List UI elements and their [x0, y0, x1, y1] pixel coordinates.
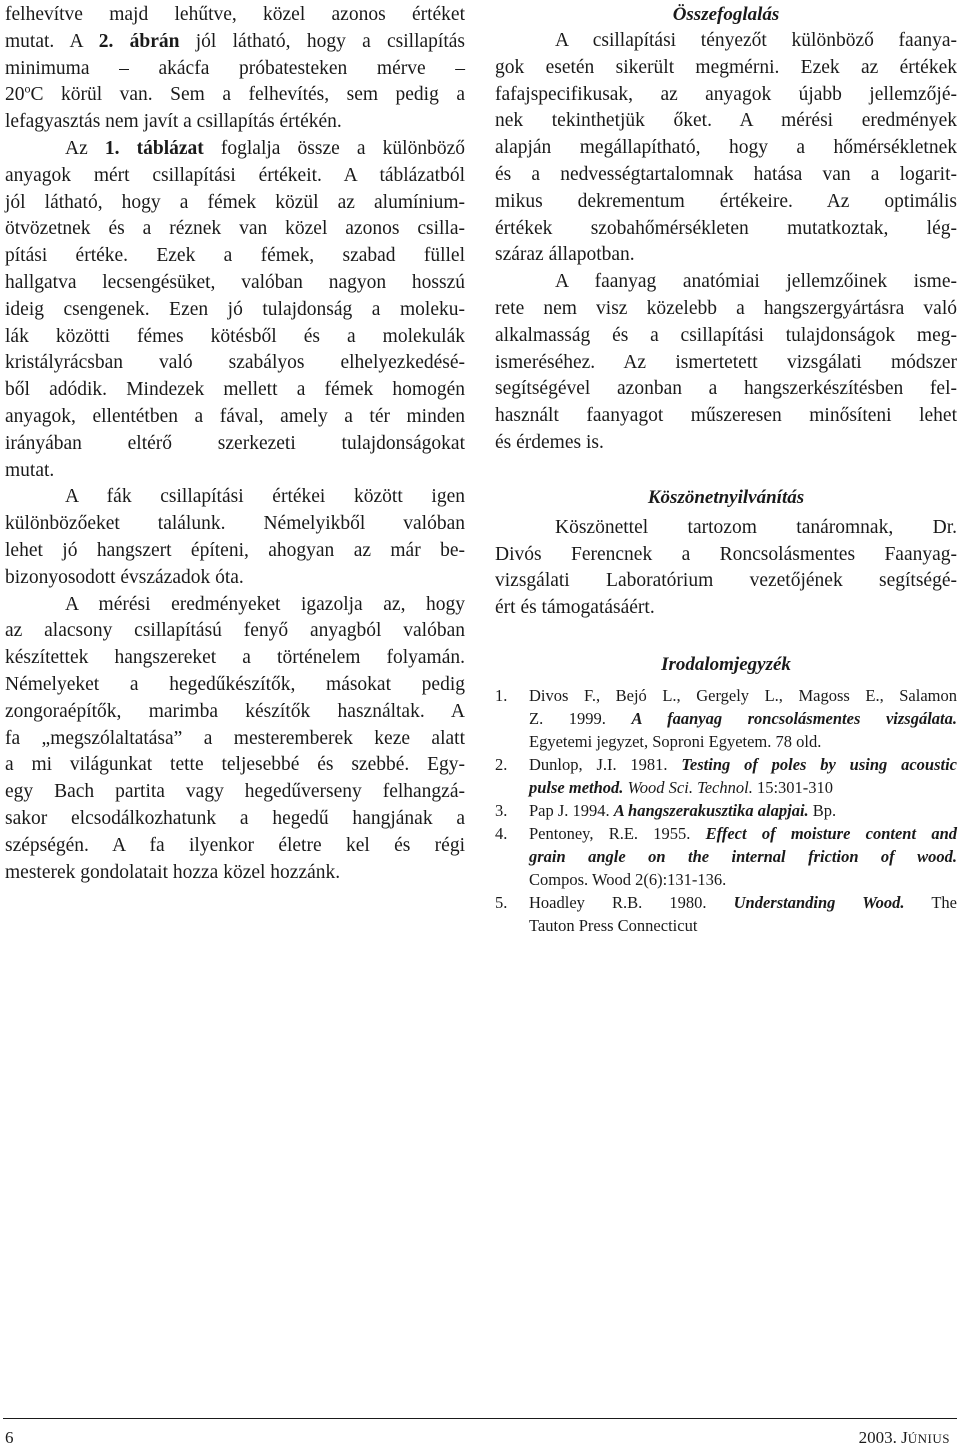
text-line: Az 1. táblázat foglalja össze a különböző: [65, 137, 465, 159]
reference-item: 3. Pap J. 1994. A hangszerakusztika alapjai. Bp.: [495, 800, 837, 820]
text-line: Divós Ferencnek a Roncsolásmentes Faanyag-: [495, 543, 957, 565]
text-line: értékek szobahőmérsékleten mutatkoztak, lég-: [495, 217, 957, 239]
text-line: ért és támogatásáért.: [495, 597, 655, 619]
text-line: anyagok mért csillapítási értékeit. A táblázatból: [5, 164, 465, 186]
text-line: ideig csengenek. Ezen jó tulajdonság a moleku-: [5, 298, 465, 320]
summary-heading: Összefoglalás: [672, 4, 780, 25]
reference-item: 4. Pentoney, R.E. 1955. Effect of moisture content and grain angle on the internal friction of wood. Compos. Wood 2(6):131-136.: [495, 823, 957, 889]
text-line: Némelyeket a hegedűkészítők, másokat pedig: [5, 673, 465, 695]
issue-date: 2003. JÚNIUS: [858, 1428, 950, 1447]
text-line: felhevítve majd lehűtve, közel azonos értéket: [5, 4, 465, 25]
text-line: bizonyosodott évszázadok óta.: [5, 566, 244, 588]
text-line: készítettek hangszereket a történelem folyamán.: [5, 647, 465, 669]
text-line: A faanyag anatómiai jellemzőinek isme-: [555, 271, 957, 293]
footer-rule: [3, 1418, 957, 1419]
text-line: zongoraépítők, marimba készítők használtak. A: [5, 700, 465, 722]
text-line: mesterek gondolatait hozza közel hozzánk.: [5, 861, 341, 883]
paragraph: [5, 136, 465, 484]
reference-item: 1. Divos F., Bejó L., Gergely L., Magoss E., Salamon Z. 1999. A faanyag roncsolásmentes vizsgálata. Egyetemi jegyzet, Soproni Egyetem. 78 old.: [495, 685, 957, 751]
text-line: különbözőeket találunk. Némelyikből valóban: [5, 513, 465, 535]
table-reference: 1. táblázat: [104, 137, 204, 159]
text-line: lefagyasztás nem javít a csillapítás értékén.: [5, 111, 342, 133]
references-heading: Irodalomjegyzék: [661, 653, 791, 675]
page-number: 6: [5, 1428, 14, 1447]
paragraph: [5, 592, 465, 887]
text-line: fafajspecifikusak, az anyagok újabb jellemzőjé-: [495, 83, 957, 105]
text-line: alkalmasság és a csillapítási tulajdonságok meg-: [495, 324, 957, 346]
text-line: mutat.: [5, 459, 55, 481]
text-line: 20$^o$C körül van. Sem a felhevítés, sem pedig a: [5, 81, 465, 106]
text-line: alapján megállapítható, hogy a hőmérsékletnek: [495, 137, 957, 159]
reference-item: 2. Dunlop, J.I. 1981. Testing of poles by using acoustic pulse method. Wood Sci. Technol. 15:301-310: [495, 754, 957, 797]
text-line: kristályrácsban való szabályos elhelyezkedésé-: [5, 352, 465, 374]
figure-reference: 2. ábrán: [98, 30, 180, 52]
text-line: A fák csillapítási értékei között igen: [65, 486, 465, 508]
text-line: mutat. A 2. ábrán jól látható, hogy a csillapítás: [5, 30, 465, 52]
paragraph: [5, 2, 465, 136]
text-line: mikus dekrementum értékeire. Az optimális: [495, 190, 957, 212]
text-line: a mi világunkat tette teljesebbé és szebbé. Egy-: [5, 754, 465, 776]
text-line: gok esetén sikerült megmérni. Ezek az értékek: [495, 56, 957, 78]
text-line: anyagok, ellentétben a fával, amely a tér minden: [5, 405, 465, 427]
paragraph: [495, 269, 957, 457]
reference-item: 5. Hoadley R.B. 1980. Understanding Wood. The Tauton Press Connecticut: [495, 892, 957, 935]
text-line: irányában eltérő szerkezeti tulajdonságokat: [5, 432, 465, 454]
text-line: hallgatva lecsengésüket, valóban nagyon hosszú: [5, 271, 465, 293]
text-line: fa „megszólaltatása” a mesteremberek keze alatt: [5, 727, 465, 749]
text-line: sakor elcsodálkozhatunk a hegedű hangjának a: [5, 807, 465, 829]
text-line: lehet jó hangszert építeni, ahogyan az már be-: [5, 539, 465, 561]
left-column: [5, 2, 465, 886]
text-line: egy Bach partita vagy hegedűverseny felhangzá-: [5, 781, 465, 803]
text-line: minimuma – akácfa próbatesteken mérve –: [5, 57, 465, 79]
reference-list: [495, 684, 957, 937]
text-line: és a nedvességtartalomnak hatása van a logarit-: [495, 163, 957, 185]
text-line: ismeréséhez. Az ismertetett vizsgálati módszer: [495, 351, 957, 373]
text-line: száraz állapotban.: [495, 244, 635, 266]
text-line: nek tekinthetjük őket. A mérési eredmények: [495, 110, 957, 132]
text-line: szépségén. A fa ilyenkor életre kel és régi: [5, 834, 465, 856]
text-line: és érdemes is.: [495, 431, 604, 453]
text-line: A mérési eredményeket igazolja az, hogy: [65, 593, 465, 615]
paragraph: [5, 484, 465, 591]
right-column: [495, 2, 957, 937]
text-line: lák közötti fémes kötésből és a molekulák: [5, 325, 465, 347]
acknowledgement-heading: Köszönetnyilvánítás: [647, 486, 805, 508]
text-line: A csillapítási tényezőt különböző faanya-: [555, 30, 957, 51]
text-line: ből adódik. Mindezek mellett a fémek homogén: [5, 379, 465, 401]
text-line: pítási értéke. Ezek a fémek, szabad füllel: [5, 245, 465, 267]
text-line: Köszönettel tartozom tanáromnak, Dr.: [555, 516, 957, 538]
text-line: használt faanyagot műszeresen minősíteni lehet: [495, 405, 957, 427]
text-line: ötvözetnek és a réznek van közel azonos csilla-: [5, 218, 465, 240]
text-line: segítségével azonban a hangszerkészítésben fel-: [495, 378, 957, 400]
paragraph: [495, 28, 957, 269]
paragraph: [495, 515, 957, 622]
text-line: az alacsony csillapítású fenyő anyagból valóban: [5, 620, 465, 642]
text-line: jól látható, hogy a fémek közül az alumínium-: [5, 191, 465, 213]
text-line: vizsgálati Laboratórium vezetőjének segítségé-: [495, 570, 957, 592]
text-line: rete nem visz közelebb a hangszergyártásra való: [495, 297, 957, 319]
